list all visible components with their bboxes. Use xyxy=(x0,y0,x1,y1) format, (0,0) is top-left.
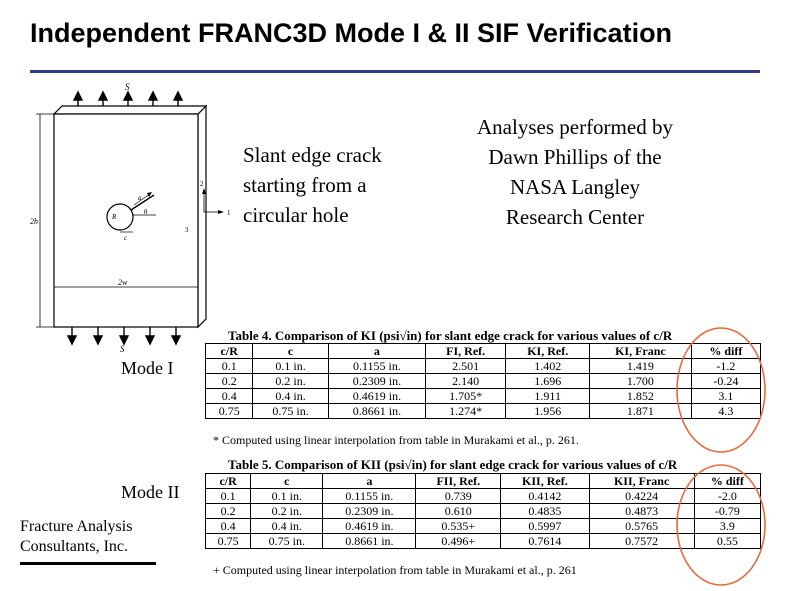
credit-line: Analyses performed by xyxy=(477,115,673,139)
credit-line: Dawn Phillips of the xyxy=(488,145,662,169)
column-header: a xyxy=(323,474,416,489)
column-header: KI, Franc xyxy=(590,344,692,359)
table-cell: 0.1155 in. xyxy=(328,359,425,374)
offset-label: c xyxy=(124,234,128,242)
angle-label: θ xyxy=(144,208,148,216)
analysis-credit xyxy=(440,112,710,232)
company-line: Fracture Analysis xyxy=(20,518,133,535)
top-load-label: S xyxy=(125,82,130,92)
table-cell: 1.696 xyxy=(506,374,590,389)
table-row xyxy=(206,504,761,519)
bottom-load-arrows xyxy=(68,327,180,344)
column-header: KI, Ref. xyxy=(506,344,590,359)
table-cell: 1.956 xyxy=(506,404,590,419)
mode2-label: Mode II xyxy=(121,482,180,502)
table-cell: 0.7614 xyxy=(501,534,589,549)
table-cell: 0.4619 in. xyxy=(323,519,416,534)
slide-title: Independent FRANC3D Mode I & II SIF Verification xyxy=(30,18,673,48)
table-cell: 0.2309 in. xyxy=(328,374,425,389)
company-name xyxy=(20,517,132,557)
column-header: % diff xyxy=(691,344,760,359)
table-cell: 3.1 xyxy=(691,389,760,404)
table-row xyxy=(206,519,761,534)
table-cell: 0.2 xyxy=(206,374,253,389)
column-header: c/R xyxy=(206,344,253,359)
table5-caption: Table 5. Comparison of KII (psi√in) for slant edge crack for various values of c/R xyxy=(228,457,678,472)
column-header: FII, Ref. xyxy=(416,474,501,489)
table-row xyxy=(206,389,761,404)
table-cell: 0.610 xyxy=(416,504,501,519)
table-cell: 4.3 xyxy=(691,404,760,419)
table-cell: -1.2 xyxy=(691,359,760,374)
height-label: 2h xyxy=(30,217,38,226)
bottom-load-label: S xyxy=(120,344,125,352)
table-cell: 0.5997 xyxy=(501,519,589,534)
table-cell: 1.700 xyxy=(590,374,692,389)
table-cell: 0.2309 in. xyxy=(323,504,416,519)
table-cell: 0.4224 xyxy=(589,489,694,504)
table-cell: -0.79 xyxy=(694,504,760,519)
table-cell: 1.852 xyxy=(590,389,692,404)
table-cell: 0.1155 in. xyxy=(323,489,416,504)
table-cell: 0.4835 xyxy=(501,504,589,519)
table5-footnote: + Computed using linear interpolation from table in Murakami et al., p. 261 xyxy=(213,563,577,577)
table5 xyxy=(205,473,761,549)
table-cell: 0.4 xyxy=(206,389,253,404)
plate-side xyxy=(198,106,206,327)
table-cell: 1.402 xyxy=(506,359,590,374)
table-cell: 0.8661 in. xyxy=(323,534,416,549)
table-cell: 0.7572 xyxy=(589,534,694,549)
width-label: 2w xyxy=(118,278,128,287)
table-cell: 0.535+ xyxy=(416,519,501,534)
table-cell: 1.419 xyxy=(590,359,692,374)
mode1-label: Mode I xyxy=(121,358,174,378)
table-cell: 0.8661 in. xyxy=(328,404,425,419)
table4-caption: Table 4. Comparison of KI (psi√in) for slant edge crack for various values of c/R xyxy=(228,328,673,343)
column-header: % diff xyxy=(694,474,760,489)
hole-radius-label: R xyxy=(112,213,117,221)
company-line: Consultants, Inc. xyxy=(20,538,128,555)
table-cell: 0.75 xyxy=(206,404,253,419)
specimen-diagram xyxy=(28,82,268,352)
table-cell: 0.496+ xyxy=(416,534,501,549)
table-cell: 0.2 in. xyxy=(251,504,323,519)
description-line: starting from a xyxy=(243,173,367,197)
table-cell: 2.501 xyxy=(426,359,506,374)
axis-1-label: 1 xyxy=(227,209,231,217)
table-cell: 0.4873 xyxy=(589,504,694,519)
table-cell: 1.274* xyxy=(426,404,506,419)
plate-top xyxy=(54,106,206,114)
table-cell: 0.4619 in. xyxy=(328,389,425,404)
credit-line: Research Center xyxy=(505,205,645,229)
axis-2-label: 2 xyxy=(200,180,204,188)
table-cell: 1.705* xyxy=(426,389,506,404)
description-line: Slant edge crack xyxy=(243,143,382,167)
table-cell: 0.4142 xyxy=(501,489,589,504)
company-underline xyxy=(20,562,156,565)
column-header: a xyxy=(328,344,425,359)
table-cell: -0.24 xyxy=(691,374,760,389)
problem-description xyxy=(243,140,382,230)
table-row xyxy=(206,489,761,504)
table-cell: 0.1 in. xyxy=(253,359,328,374)
table-row xyxy=(206,404,761,419)
credit-line: NASA Langley xyxy=(509,175,641,199)
table-cell: 0.4 in. xyxy=(251,519,323,534)
column-header: c xyxy=(251,474,323,489)
table-row xyxy=(206,534,761,549)
table-cell: 0.739 xyxy=(416,489,501,504)
circular-hole xyxy=(107,204,133,230)
table-cell: 0.1 in. xyxy=(251,489,323,504)
table-cell: 0.75 in. xyxy=(251,534,323,549)
table-cell: 1.911 xyxy=(506,389,590,404)
table4-footnote: * Computed using linear interpolation from table in Murakami et al., p. 261. xyxy=(213,433,579,447)
column-header: FI, Ref. xyxy=(426,344,506,359)
table-cell: 2.140 xyxy=(426,374,506,389)
title-divider xyxy=(30,70,760,73)
table-cell: 0.75 xyxy=(206,534,251,549)
table-cell: 0.5765 xyxy=(589,519,694,534)
table-row xyxy=(206,359,761,374)
table-cell: 0.4 xyxy=(206,519,251,534)
table4 xyxy=(205,343,761,419)
column-header: c/R xyxy=(206,474,251,489)
crack-length-label: a xyxy=(138,194,142,202)
table-cell: 0.55 xyxy=(694,534,760,549)
column-header: c xyxy=(253,344,328,359)
table-header-row xyxy=(206,474,761,489)
column-header: KII, Ref. xyxy=(501,474,589,489)
table-cell: 3.9 xyxy=(694,519,760,534)
description-line: circular hole xyxy=(243,203,349,227)
column-header: KII, Franc xyxy=(589,474,694,489)
table-cell: 0.4 in. xyxy=(253,389,328,404)
table-cell: 0.1 xyxy=(206,489,251,504)
table-header-row xyxy=(206,344,761,359)
table-cell: 0.2 in. xyxy=(253,374,328,389)
table-cell: 0.75 in. xyxy=(253,404,328,419)
table-cell: 1.871 xyxy=(590,404,692,419)
axis-3-label: 3 xyxy=(185,226,189,234)
table-row xyxy=(206,374,761,389)
table-cell: -2.0 xyxy=(694,489,760,504)
table-cell: 0.1 xyxy=(206,359,253,374)
table-cell: 0.2 xyxy=(206,504,251,519)
